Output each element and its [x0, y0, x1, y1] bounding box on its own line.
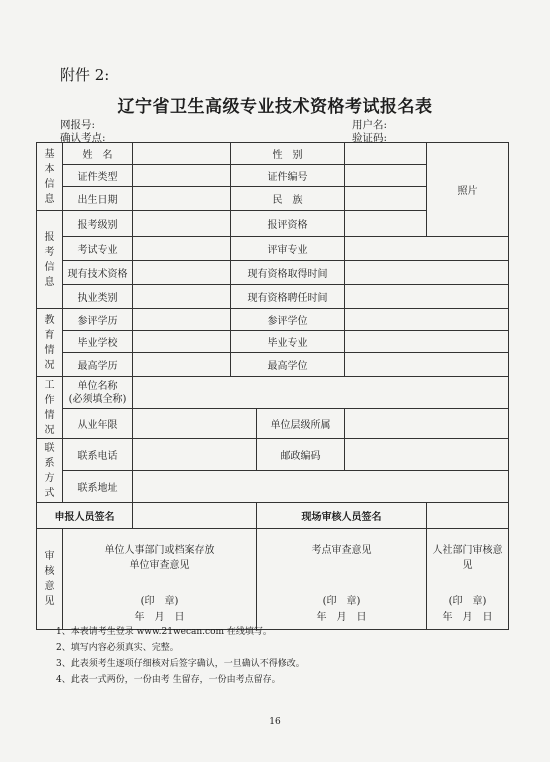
- highest-education-field[interactable]: [133, 353, 231, 377]
- phone-label: 联系电话: [63, 439, 133, 471]
- review-major-label: 评审专业: [231, 237, 345, 261]
- practice-category-field[interactable]: [133, 285, 231, 309]
- phone-field[interactable]: [133, 439, 257, 471]
- site-review-date: 年 月 日: [316, 612, 367, 623]
- form-title: 辽宁省卫生高级专业技术资格考试报名表: [117, 97, 433, 117]
- group-review: 审 核 意 见: [37, 529, 63, 630]
- apply-level-label: 报考级别: [63, 211, 133, 237]
- gender-label: 性 别: [231, 143, 345, 165]
- graduate-school-label: 毕业学校: [63, 331, 133, 353]
- verify-code-label: 验证码:: [352, 132, 388, 144]
- hire-date-label: 现有资格聘任时间: [231, 285, 345, 309]
- username-label: 用户名:: [352, 119, 388, 131]
- graduate-major-field[interactable]: [345, 331, 509, 353]
- highest-education-label: 最高学历: [63, 353, 133, 377]
- hr-review-date: 年 月 日: [442, 612, 493, 623]
- ethnicity-field[interactable]: [345, 187, 427, 211]
- ethnicity-label: 民 族: [231, 187, 345, 211]
- hr-review-box[interactable]: [427, 529, 509, 630]
- staff-signature-field[interactable]: [427, 503, 509, 529]
- group-education: 教 育 情 况: [37, 309, 63, 377]
- group-work: 工 作 情 况: [37, 377, 63, 439]
- eval-degree-field[interactable]: [345, 309, 509, 331]
- note-item: 1、本表请考生登录 www.21wecan.com 在线填写。: [56, 627, 272, 637]
- group-application-info: 报 考 信 息: [37, 211, 63, 309]
- apply-qualification-field[interactable]: [345, 211, 427, 237]
- eval-degree-label: 参评学位: [231, 309, 345, 331]
- unit-review-title-1: 单位人事部门或档案存放: [104, 545, 215, 556]
- address-label: 联系地址: [63, 471, 133, 503]
- note-item: 4、此表一式两份，一份由考 生留存，一份由考点留存。: [56, 675, 281, 685]
- applicant-signature-field[interactable]: [133, 503, 257, 529]
- group-contact: 联 系 方 式: [37, 439, 63, 503]
- name-label: 姓 名: [63, 143, 133, 165]
- eval-education-field[interactable]: [133, 309, 231, 331]
- confirm-site-label: 确认考点:: [60, 132, 106, 144]
- unit-review-title-2: 单位审查意见: [129, 560, 190, 571]
- note-item: 3、此表须考生逐项仔细核对后签字确认，一旦确认不得修改。: [56, 659, 305, 669]
- group-basic-info: 基 本 信 息: [37, 143, 63, 211]
- highest-degree-label: 最高学位: [231, 353, 345, 377]
- site-review-title: 考点审查意见: [311, 545, 372, 556]
- staff-signature-label: 现场审核人员签名: [257, 503, 427, 529]
- apply-level-field[interactable]: [133, 211, 231, 237]
- notes-list: [56, 624, 305, 688]
- apply-qualification-label: 报评资格: [231, 211, 345, 237]
- birth-date-label: 出生日期: [63, 187, 133, 211]
- hr-review-seal: (印 章): [448, 596, 487, 607]
- exam-major-label: 考试专业: [63, 237, 133, 261]
- registration-form-table: [36, 142, 509, 630]
- qualification-date-label: 现有资格取得时间: [231, 261, 345, 285]
- eval-education-label: 参评学历: [63, 309, 133, 331]
- exam-major-field[interactable]: [133, 237, 231, 261]
- graduate-school-field[interactable]: [133, 331, 231, 353]
- current-qualification-label: 现有技术资格: [63, 261, 133, 285]
- id-type-label: 证件类型: [63, 165, 133, 187]
- id-type-field[interactable]: [133, 165, 231, 187]
- unit-review-box[interactable]: [63, 529, 257, 630]
- note-item: 2、填写内容必须真实、完整。: [56, 643, 179, 653]
- current-qualification-field[interactable]: [133, 261, 231, 285]
- attachment-label: 附件 2:: [60, 66, 110, 84]
- practice-category-label: 执业类别: [63, 285, 133, 309]
- birth-date-field[interactable]: [133, 187, 231, 211]
- gender-field[interactable]: [345, 143, 427, 165]
- postcode-label: 邮政编码: [257, 439, 345, 471]
- qualification-date-field[interactable]: [345, 261, 509, 285]
- photo-box[interactable]: [427, 143, 509, 237]
- site-review-seal: (印 章): [322, 596, 361, 607]
- years-label: 从业年限: [63, 409, 133, 439]
- id-number-label: 证件编号: [231, 165, 345, 187]
- id-number-field[interactable]: [345, 165, 427, 187]
- page-number: 16: [269, 717, 281, 727]
- applicant-signature-label: 申报人员签名: [37, 503, 133, 529]
- photo-label: 照片: [457, 186, 478, 197]
- review-major-field[interactable]: [345, 237, 509, 261]
- unit-name-field[interactable]: [133, 377, 509, 409]
- highest-degree-field[interactable]: [345, 353, 509, 377]
- unit-level-field[interactable]: [345, 409, 509, 439]
- address-field[interactable]: [133, 471, 509, 503]
- unit-level-label: 单位层级所属: [257, 409, 345, 439]
- hr-review-title: 人社部门审核意见: [432, 545, 503, 571]
- postcode-field[interactable]: [345, 439, 509, 471]
- name-field[interactable]: [133, 143, 231, 165]
- years-field[interactable]: [133, 409, 257, 439]
- net-number-label: 网报号:: [60, 119, 96, 131]
- site-review-box[interactable]: [257, 529, 427, 630]
- unit-review-seal: (印 章): [140, 596, 179, 607]
- unit-name-label: 单位名称 (必须填全称): [63, 377, 133, 409]
- unit-review-date: 年 月 日: [134, 612, 185, 623]
- hire-date-field[interactable]: [345, 285, 509, 309]
- graduate-major-label: 毕业专业: [231, 331, 345, 353]
